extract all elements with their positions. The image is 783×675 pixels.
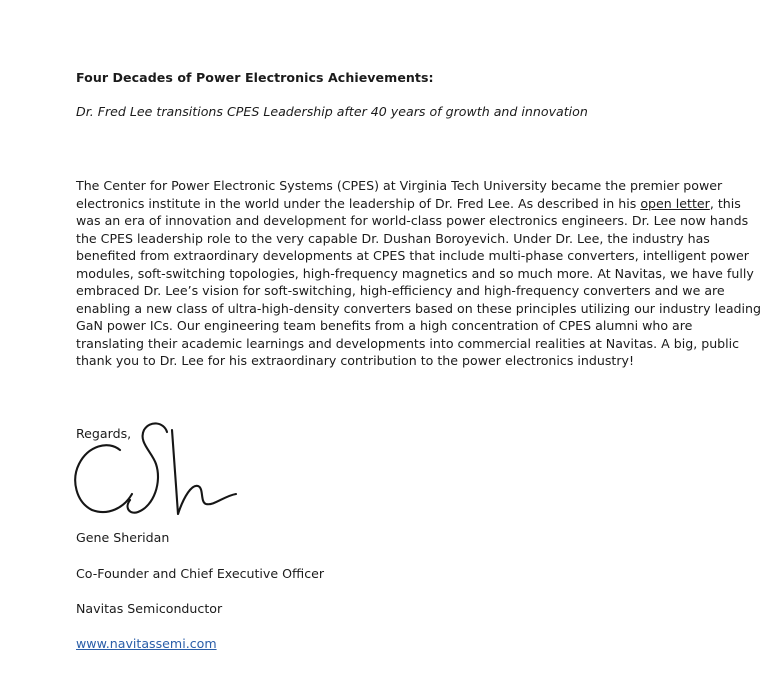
handwritten-signature: [68, 416, 258, 528]
body-line: the CPES leadership role to the very capable Dr. Dushan Boroyevich. Under Dr. Lee, the industry has: [76, 230, 710, 246]
body-line: translating their academic learnings and developments into commercial realities at Navitas. A big, public: [76, 335, 740, 351]
body-line: benefited from extraordinary developments at CPES that include multi-phase converters, intelligent power: [76, 248, 749, 263]
signer-name: Gene Sheridan: [76, 530, 170, 545]
body-line-with-link: [76, 195, 741, 213]
body-line: The Center for Power Electronic Systems (CPES) at Virginia Tech University became the premier power: [76, 178, 723, 193]
open-letter-link[interactable]: open letter: [640, 195, 710, 211]
body-line: embraced Dr. Lee’s vision for soft-switching, high-efficiency and high-frequency converters and we are: [76, 283, 725, 298]
company-name: Navitas Semiconductor: [76, 601, 223, 616]
body-line: GaN power ICs. Our engineering team benefits from a high concentration of CPES alumni who are: [76, 318, 693, 333]
body-line-text-after-link: , this: [709, 195, 741, 211]
body-line: thank you to Dr. Lee for his extraordinary contribution to the power electronics industry!: [76, 353, 635, 368]
closing-salutation: Regards,: [76, 426, 132, 441]
body-line: enabling a new class of ultra-high-density converters based on these principles utilizing our industry leading: [76, 300, 762, 316]
website-link[interactable]: www.navitassemi.com: [76, 636, 217, 651]
body-line-text: electronics institute in the world under the leadership of Dr. Fred Lee. As described in his: [76, 195, 641, 211]
signer-title: Co-Founder and Chief Executive Officer: [76, 566, 325, 581]
body-line: modules, soft-switching topologies, high-frequency magnetics and so much more. At Navitas, we have fully: [76, 265, 754, 281]
body-line: was an era of innovation and development for world-class power electronics engineers. Dr. Lee now hands: [76, 213, 749, 228]
letter-heading: Four Decades of Power Electronics Achievements:: [76, 70, 434, 85]
letter-body: [76, 177, 762, 370]
letter-subheading: Dr. Fred Lee transitions CPES Leadership after 40 years of growth and innovation: [76, 104, 588, 119]
